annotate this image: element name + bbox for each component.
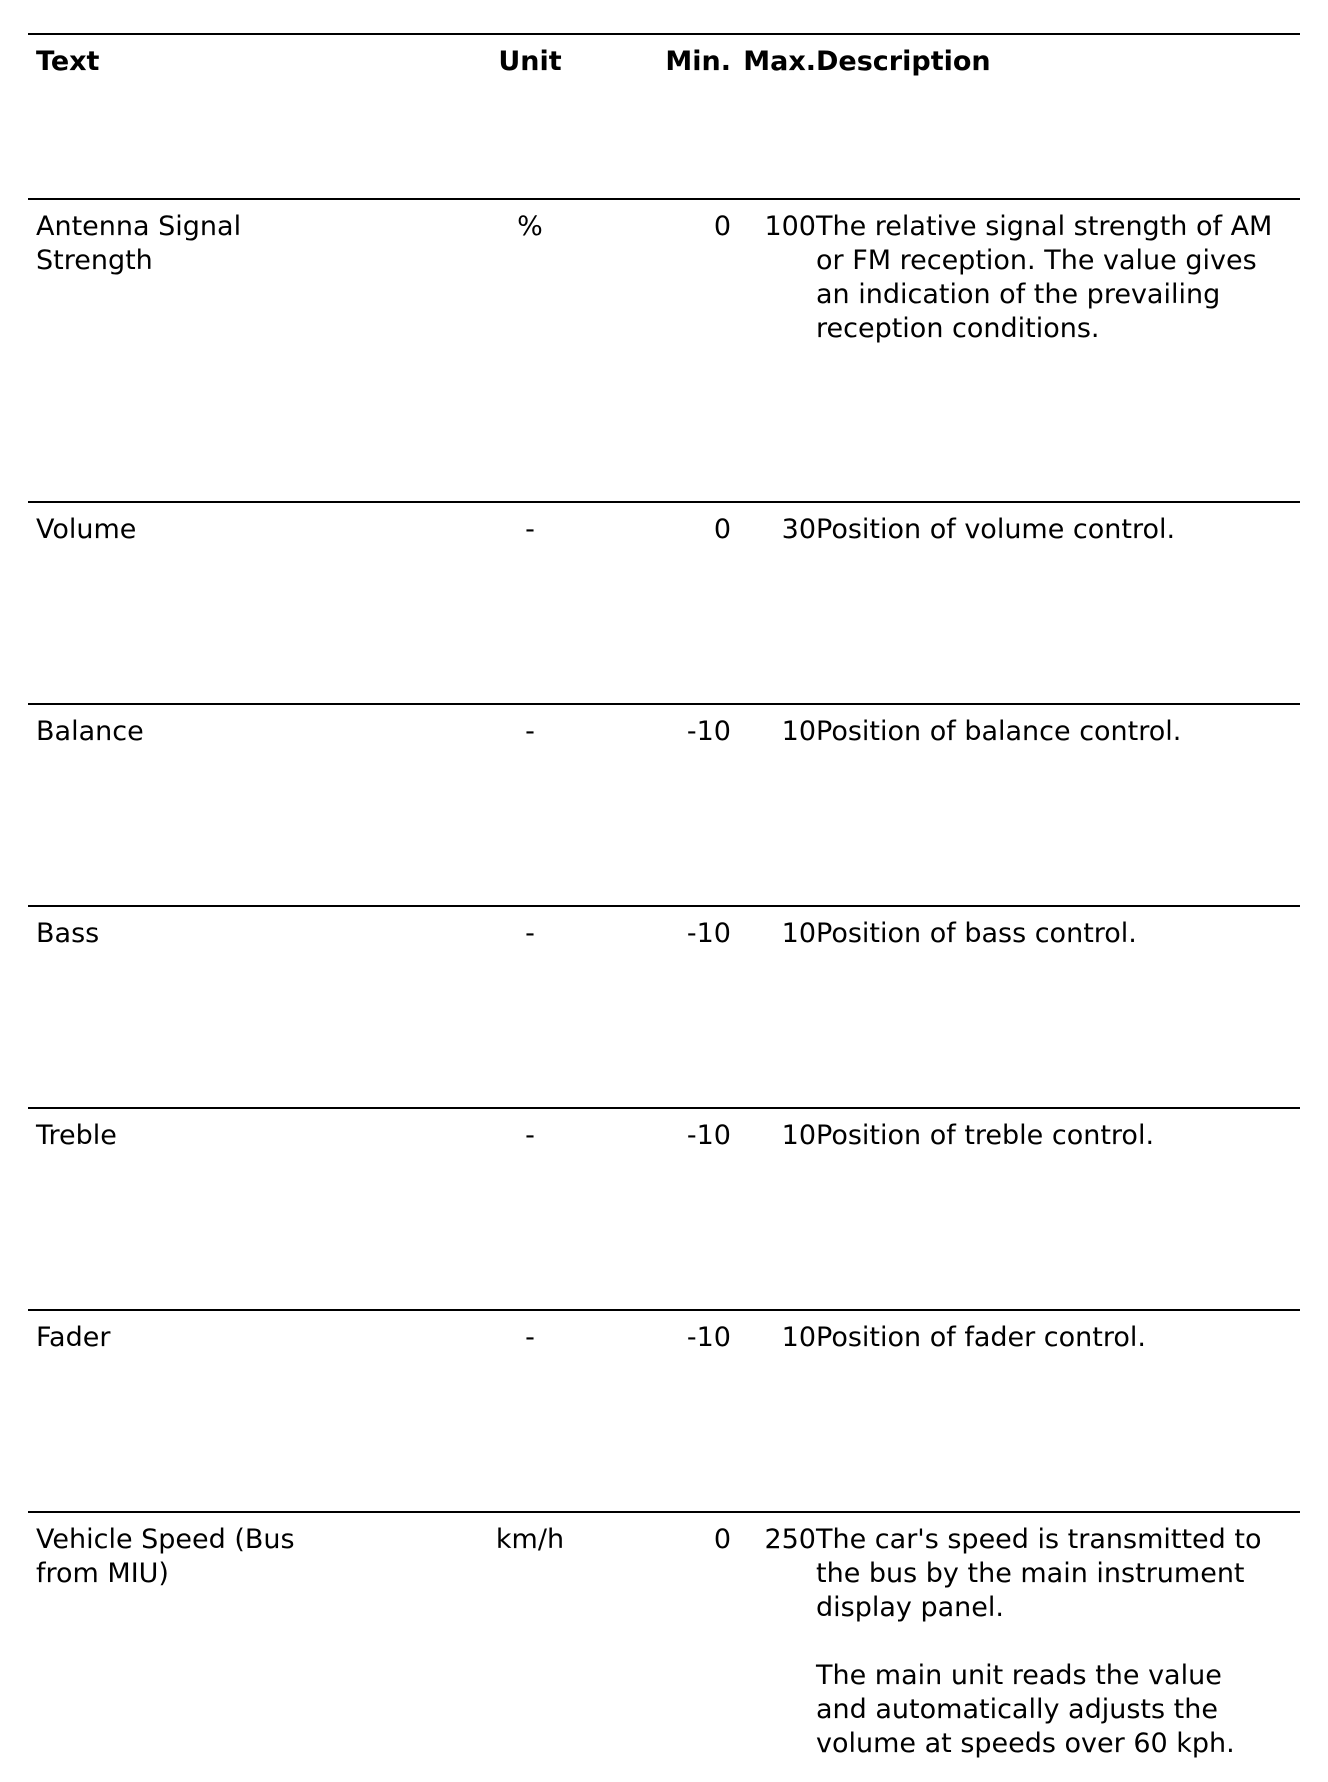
row-description: The relative signal strength of AM or FM reception. The value gives an indication of the prevailing reception conditions. [816,211,1273,344]
row-description: Position of treble control. [816,1120,1155,1151]
row-max: 30 [781,514,816,545]
row-max: 100 [764,211,816,242]
header-unit: Unit [498,46,562,77]
row-description: Position of bass control. [816,918,1137,949]
table-row-antenna-signal-strength [28,198,1300,501]
header-text: Text [36,46,100,77]
row-text: Antenna Signal Strength [36,211,242,276]
row-text: Bass [36,918,100,949]
row-unit: - [525,1120,535,1151]
row-max: 10 [781,716,816,747]
row-unit: - [525,514,535,545]
row-unit: - [525,918,535,949]
row-description: Position of volume control. [816,514,1176,545]
table-row-treble [28,1107,1300,1309]
row-min: -10 [686,918,731,949]
table-row-volume [28,501,1300,703]
header-min: Min. [665,46,731,77]
header-description: Description [816,46,991,77]
row-min: -10 [686,1322,731,1353]
row-max: 10 [781,1322,816,1353]
row-unit: km/h [495,1524,565,1555]
parameter-table [28,33,1300,1776]
table-row-vehicle-speed [28,1511,1300,1776]
table-row-fader [28,1309,1300,1511]
row-max: 10 [781,1120,816,1151]
row-min: 0 [713,1524,731,1555]
row-min: 0 [713,211,731,242]
row-unit: - [525,716,535,747]
row-min: -10 [686,716,731,747]
header-max: Max. [743,46,816,77]
row-unit: % [517,211,543,242]
row-text: Vehicle Speed (Bus from MIU) [36,1524,295,1589]
row-min: 0 [713,514,731,545]
row-unit: - [525,1322,535,1353]
row-text: Fader [36,1322,111,1353]
row-min: -10 [686,1120,731,1151]
row-max: 250 [764,1524,816,1555]
table-row-bass [28,905,1300,1107]
row-text: Volume [36,514,137,545]
row-description: Position of balance control. [816,716,1182,747]
row-text: Treble [36,1120,117,1151]
row-max: 10 [781,918,816,949]
row-text: Balance [36,716,144,747]
row-description: The car's speed is transmitted to the bus by the main instrument display panel. The main unit reads the value and automatically adjusts the volume at speeds over 60 kph. [816,1524,1262,1759]
table-header-row [28,33,1300,198]
row-description: Position of fader control. [816,1322,1146,1353]
table-row-balance [28,703,1300,905]
